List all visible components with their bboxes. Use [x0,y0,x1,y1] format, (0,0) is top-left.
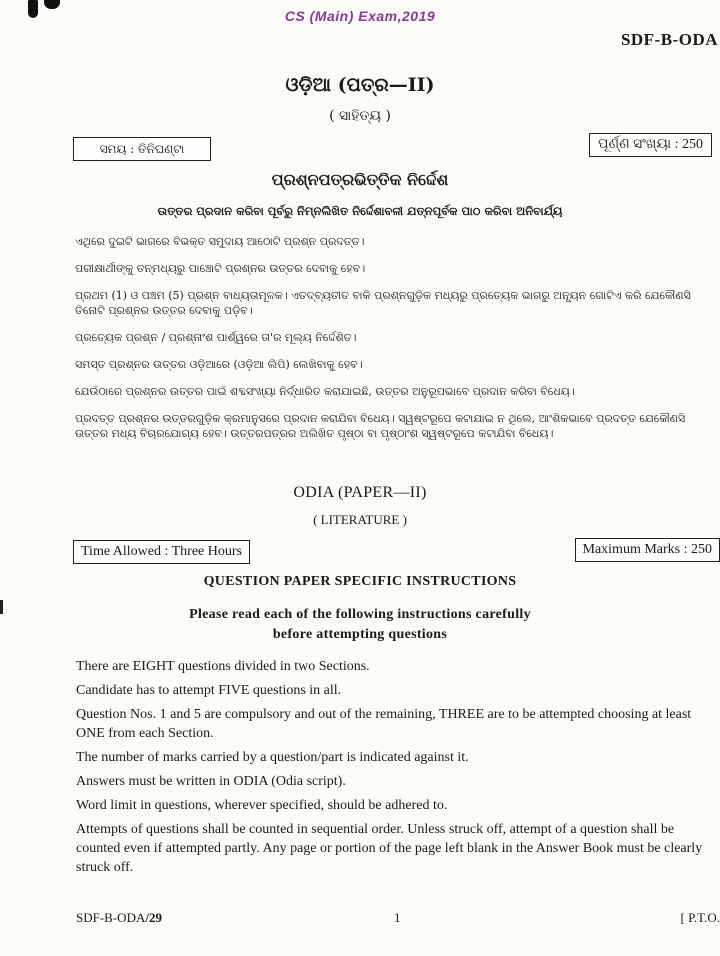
odia-time-allowed-box: ସମୟ : ତିନିଘଣ୍ଟା [73,137,211,161]
please-read-line-2: before attempting questions [272,627,448,642]
please-read-line-1: Please read each of the following instructions carefully [189,607,531,622]
english-instruction: Question Nos. 1 and 5 are compulsory and out of the remaining, THREE are to be attempted choosing at least ONE from each Section. [76,707,692,741]
odia-instruction: ସମସ୍ତ ପ୍ରଶ୍ନର ଉତ୍ତର ଓଡ଼ିଆରେ (ଓଡ଼ିଆ ଲିପି) ଲେଖିବାକୁ ହେବ। [75,358,363,371]
english-instruction: The number of marks carried by a question/part is indicated against it. [76,750,469,765]
page-number: 1 [394,910,401,925]
odia-instruction: ଏଥିରେ ଦୁଇଟି ଭାଗରେ ବିଭକ୍ତ ସମୁଦାୟ ଆଠୋଟି ପ୍ରଶ୍ନ ପ୍ରଦତ୍ତ। [75,235,365,248]
english-instruction: Candidate has to attempt FIVE questions in all. [76,683,342,698]
odia-instructions-heading: ପ୍ରଶ୍ନପତ୍ରଭିତ୍ତିକ ନିର୍ଦ୍ଦେଶ [271,170,449,189]
footer-code-prefix: SDF-B-ODA [76,910,146,925]
english-instruction: Answers must be written in ODIA (Odia script). [76,774,346,789]
english-please-read [0,605,720,645]
english-instruction: There are EIGHT questions divided in two Sections. [76,659,370,674]
odia-max-marks-box: ପୂର୍ଣ୍ଣ ସଂଖ୍ୟା : 250 [589,133,712,157]
english-instruction: Word limit in questions, wherever specified, should be adhered to. [76,798,448,813]
footer-code-suffix: /29 [145,910,162,925]
odia-instruction: ପରୀକ୍ଷାର୍ଥୀଙ୍କୁ ତନ୍ମଧ୍ୟରୁ ପାଞ୍ଚୋଟି ପ୍ରଶ୍ନର ଉତ୍ତର ଦେବାକୁ ହେବ। [75,262,366,275]
exam-stamp: CS (Main) Exam,2019 [284,8,436,24]
english-paper-subtitle: ( LITERATURE ) [313,512,407,527]
odia-paper-subtitle: ( ସାହିତ୍ୟ ) [329,108,391,124]
please-turn-over: [ P.T.O. [680,910,720,925]
english-max-marks-box: Maximum Marks : 250 [575,538,720,562]
odia-instruction: ପ୍ରତ୍ୟେକ ପ୍ରଶ୍ନ / ପ୍ରଶ୍ନାଂଶ ପାର୍ଶ୍ୱରେ ତା'ର ମୂଲ୍ୟ ନିର୍ଦ୍ଦେଶିତ। [75,331,357,344]
english-instructions-list [76,657,720,882]
english-paper-title: ODIA (PAPER—II) [293,484,427,501]
odia-paper-title: ଓଡ଼ିଆ (ପତ୍ର—II) [285,74,435,96]
english-time-allowed-box: Time Allowed : Three Hours [73,540,250,564]
odia-please-read: ଉତ୍ତର ପ୍ରଦାନ କରିବା ପୂର୍ବରୁ ନିମ୍ନଲିଖିତ ନିର୍ଦ୍ଦେଶାବଳୀ ଯତ୍ନପୂର୍ବକ ପାଠ କରିବା ଅନିବାର୍ଯ୍ୟ [157,204,563,218]
paper-code: SDF-B-ODA [620,30,718,49]
odia-instruction: ପ୍ରଥମ (1) ଓ ପଞ୍ଚମ (5) ପ୍ରଶ୍ନ ବାଧ୍ୟତାମୂଳକ। ଏତଦ୍‌ବ୍ୟତୀତ ବାକି ପ୍ରଶ୍ନଗୁଡ଼ିକ ମଧ୍ୟରୁ ପ୍ରତ୍ୟେକ ଭାଗରୁ ଅନ୍ୟୂନ ଗୋଟିଏ କରି ଯେକୌଣସି ତିନୋଟି ପ୍ରଶ୍ନର ଉତ୍ତର ଦେବାକୁ ପଡ଼ିବ। [75,289,691,317]
odia-instruction: ଯେଉଁଠାରେ ପ୍ରଶ୍ନର ଉତ୍ତର ପାଇଁ ଶବ୍ଦସଂଖ୍ୟା ନିର୍ଦ୍ଧାରିତ କରାଯାଇଛି, ଉତ୍ତର ଅନୁରୂପଭାବେ ପ୍ରଦାନ କରିବା ବିଧେୟ। [75,385,575,398]
english-instructions-heading: QUESTION PAPER SPECIFIC INSTRUCTIONS [203,574,517,589]
english-instruction: Attempts of questions shall be counted in sequential order. Unless struck off, attempt of a question shall be counted even if attempted partly. Any page or portion of the page left blank in the Answer Book must be clearly struck off. [76,822,703,875]
odia-instructions-list [75,234,715,453]
footer-paper-code [76,910,162,926]
odia-instruction: ପ୍ରଦତ୍ତ ପ୍ରଶ୍ନର ଉତ୍ତରଗୁଡ଼ିକ କ୍ରମାନୁସରେ ପ୍ରଦାନ କରାଯିବା ବିଧେୟ। ସ୍ୱଷ୍ଟରୂପେ କଟାଯାଇ ନ ଥିଲେ, ଆଂଶିକଭାବେ ପ୍ରଦତ୍ତ ଯେକୌଣସି ଉତ୍ତର ମଧ୍ୟ ବିଚାରଯୋଗ୍ୟ ହେବ। ଉତ୍ତରପତ୍ରର ଅଲିଖିତ ପୃଷ୍ଠା ବା ପୃଷ୍ଠାଂଶ ସ୍ୱଷ୍ଟରୂପେ କଟାଯିବା ବିଧେୟ। [75,412,686,440]
